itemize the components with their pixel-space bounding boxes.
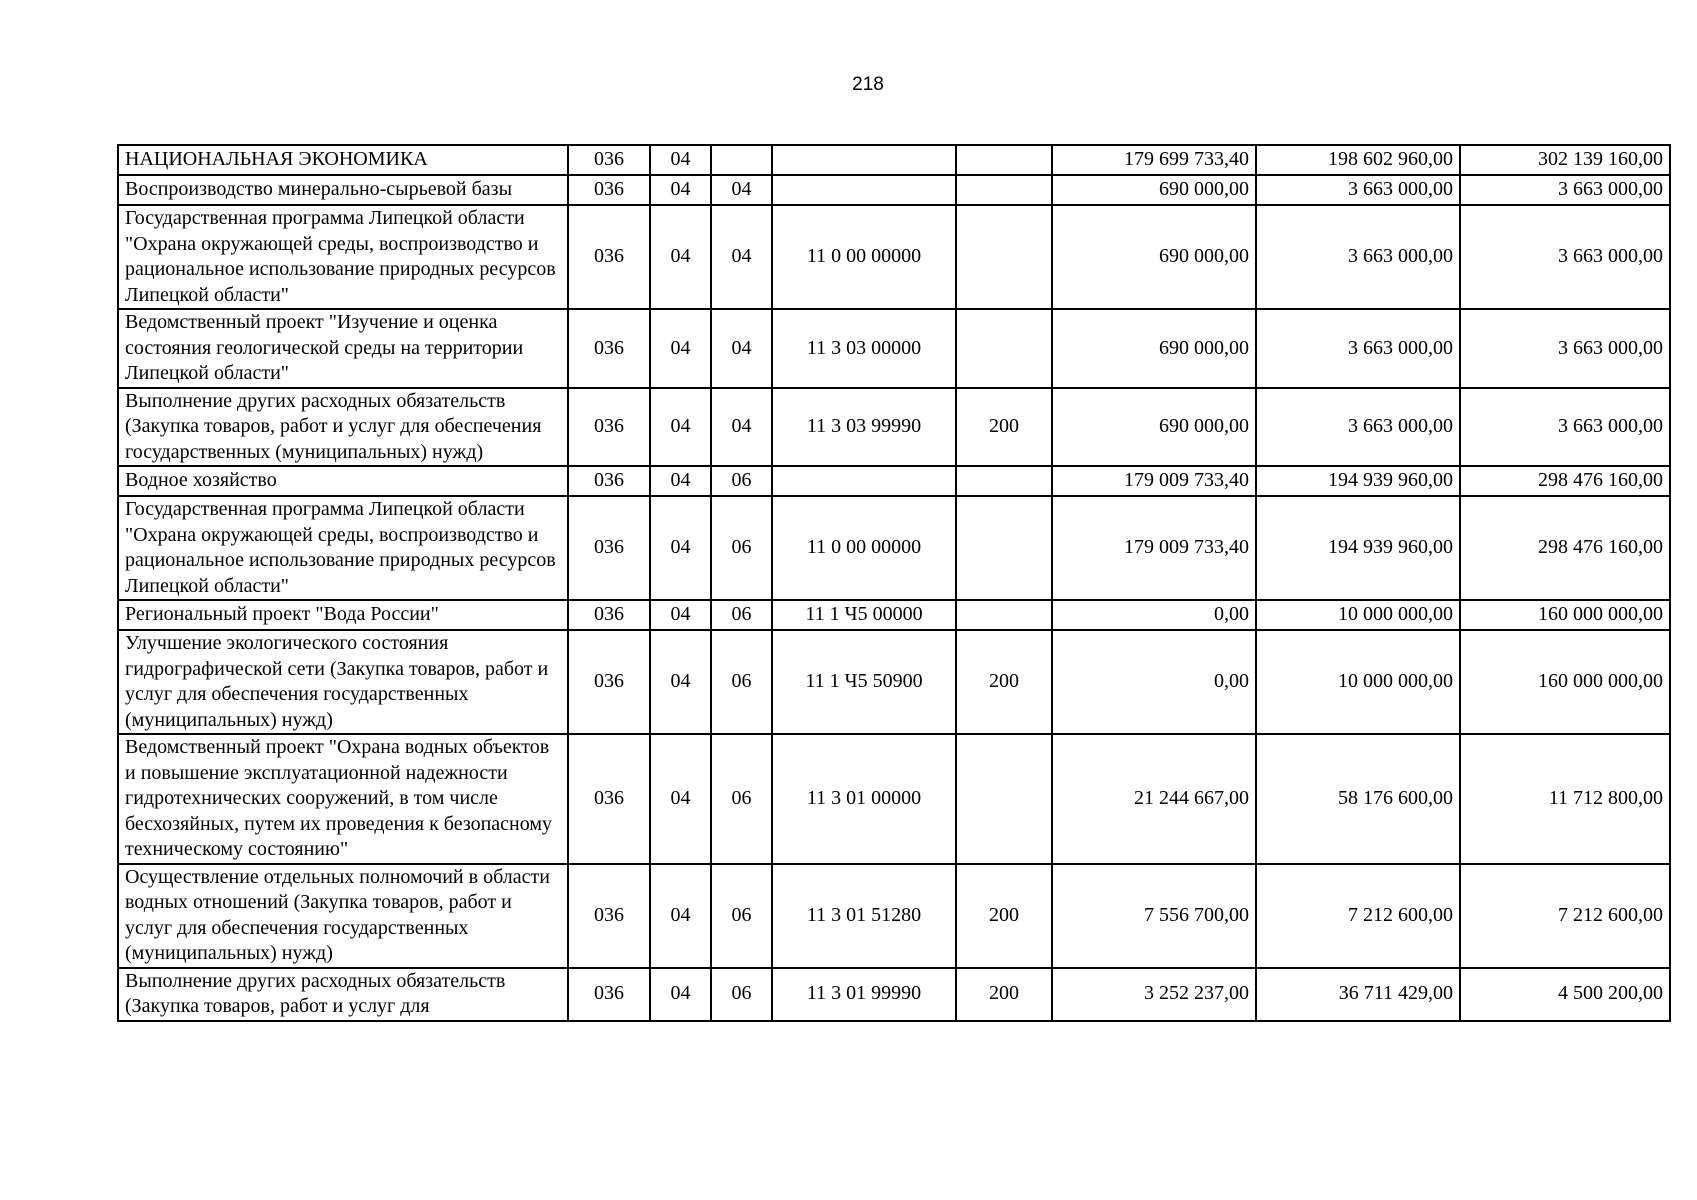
cell-amount-1: 7 556 700,00: [1052, 864, 1256, 968]
cell-target-article: 11 0 00 00000: [772, 205, 956, 309]
table-row: [118, 145, 1670, 175]
cell-amount-1: 179 009 733,40: [1052, 466, 1256, 496]
cell-amount-3: 298 476 160,00: [1460, 496, 1670, 600]
cell-ministry-code: 036: [568, 600, 650, 630]
cell-amount-2: 7 212 600,00: [1256, 864, 1460, 968]
cell-amount-3: 11 712 800,00: [1460, 734, 1670, 864]
page-number: 218: [852, 74, 884, 95]
cell-amount-1: 0,00: [1052, 600, 1256, 630]
cell-name: НАЦИОНАЛЬНАЯ ЭКОНОМИКА: [118, 145, 568, 175]
table-row: [118, 968, 1670, 1021]
cell-target-article: 11 3 03 00000: [772, 309, 956, 388]
cell-name: Государственная программа Липецкой области "Охрана окружающей среды, воспроизводство и рациональное использование природных ресурсов Липецкой области": [118, 205, 568, 309]
table-body: [118, 145, 1670, 1021]
cell-subsection: 06: [711, 734, 772, 864]
cell-subsection: 04: [711, 388, 772, 467]
cell-subsection: 06: [711, 600, 772, 630]
cell-ministry-code: 036: [568, 968, 650, 1021]
cell-name: Выполнение других расходных обязательств (Закупка товаров, работ и услуг для обеспечения государственных (муниципальных) нужд): [118, 388, 568, 467]
cell-amount-2: 3 663 000,00: [1256, 205, 1460, 309]
cell-amount-1: 690 000,00: [1052, 205, 1256, 309]
cell-subsection: 06: [711, 630, 772, 734]
table-row: [118, 864, 1670, 968]
cell-amount-3: 302 139 160,00: [1460, 145, 1670, 175]
cell-expense-type: 200: [956, 388, 1052, 467]
cell-subsection: 04: [711, 205, 772, 309]
cell-subsection: [711, 145, 772, 175]
cell-section: 04: [650, 175, 711, 205]
table-row: [118, 734, 1670, 864]
cell-section: 04: [650, 630, 711, 734]
cell-name: Водное хозяйство: [118, 466, 568, 496]
cell-section: 04: [650, 205, 711, 309]
table-row: [118, 175, 1670, 205]
cell-ministry-code: 036: [568, 388, 650, 467]
cell-target-article: [772, 175, 956, 205]
cell-amount-2: 10 000 000,00: [1256, 600, 1460, 630]
cell-ministry-code: 036: [568, 496, 650, 600]
cell-amount-3: 4 500 200,00: [1460, 968, 1670, 1021]
cell-expense-type: [956, 205, 1052, 309]
cell-target-article: 11 1 Ч5 00000: [772, 600, 956, 630]
cell-section: 04: [650, 968, 711, 1021]
cell-expense-type: 200: [956, 864, 1052, 968]
cell-expense-type: 200: [956, 968, 1052, 1021]
cell-name: Ведомственный проект "Охрана водных объектов и повышение эксплуатационной надежности гидротехнических сооружений, в том числе бесхозяйных, путем их проведения к безопасному техническому состоянию": [118, 734, 568, 864]
cell-target-article: 11 3 03 99990: [772, 388, 956, 467]
cell-amount-3: 3 663 000,00: [1460, 309, 1670, 388]
cell-amount-1: 3 252 237,00: [1052, 968, 1256, 1021]
cell-ministry-code: 036: [568, 734, 650, 864]
cell-amount-1: 690 000,00: [1052, 309, 1256, 388]
cell-ministry-code: 036: [568, 145, 650, 175]
cell-name: Воспроизводство минерально-сырьевой базы: [118, 175, 568, 205]
cell-amount-2: 58 176 600,00: [1256, 734, 1460, 864]
cell-amount-1: 179 009 733,40: [1052, 496, 1256, 600]
cell-amount-2: 194 939 960,00: [1256, 496, 1460, 600]
cell-expense-type: 200: [956, 630, 1052, 734]
cell-ministry-code: 036: [568, 466, 650, 496]
cell-ministry-code: 036: [568, 630, 650, 734]
table-row: [118, 388, 1670, 467]
cell-amount-1: 690 000,00: [1052, 388, 1256, 467]
cell-section: 04: [650, 309, 711, 388]
cell-amount-2: 3 663 000,00: [1256, 175, 1460, 205]
table-row: [118, 466, 1670, 496]
cell-amount-3: 3 663 000,00: [1460, 175, 1670, 205]
cell-expense-type: [956, 600, 1052, 630]
cell-ministry-code: 036: [568, 205, 650, 309]
table-row: [118, 630, 1670, 734]
cell-amount-1: 179 699 733,40: [1052, 145, 1256, 175]
cell-ministry-code: 036: [568, 309, 650, 388]
budget-table: [117, 144, 1671, 1022]
cell-amount-2: 3 663 000,00: [1256, 388, 1460, 467]
cell-amount-1: 690 000,00: [1052, 175, 1256, 205]
cell-amount-2: 198 602 960,00: [1256, 145, 1460, 175]
cell-amount-2: 10 000 000,00: [1256, 630, 1460, 734]
cell-section: 04: [650, 466, 711, 496]
cell-ministry-code: 036: [568, 175, 650, 205]
cell-amount-2: 36 711 429,00: [1256, 968, 1460, 1021]
cell-expense-type: [956, 496, 1052, 600]
table-row: [118, 496, 1670, 600]
cell-section: 04: [650, 388, 711, 467]
cell-name: Государственная программа Липецкой области "Охрана окружающей среды, воспроизводство и рациональное использование природных ресурсов Липецкой области": [118, 496, 568, 600]
cell-target-article: 11 3 01 51280: [772, 864, 956, 968]
cell-subsection: 06: [711, 496, 772, 600]
cell-target-article: 11 0 00 00000: [772, 496, 956, 600]
cell-section: 04: [650, 864, 711, 968]
cell-subsection: 06: [711, 864, 772, 968]
table-row: [118, 205, 1670, 309]
cell-section: 04: [650, 496, 711, 600]
cell-amount-3: 3 663 000,00: [1460, 388, 1670, 467]
cell-expense-type: [956, 734, 1052, 864]
cell-expense-type: [956, 145, 1052, 175]
table-row: [118, 309, 1670, 388]
cell-name: Осуществление отдельных полномочий в области водных отношений (Закупка товаров, работ и услуг для обеспечения государственных (муниципальных) нужд): [118, 864, 568, 968]
cell-name: Улучшение экологического состояния гидрографической сети (Закупка товаров, работ и услуг для обеспечения государственных (муниципальных) нужд): [118, 630, 568, 734]
cell-amount-3: 160 000 000,00: [1460, 630, 1670, 734]
cell-section: 04: [650, 145, 711, 175]
cell-target-article: 11 3 01 00000: [772, 734, 956, 864]
cell-amount-3: 3 663 000,00: [1460, 205, 1670, 309]
cell-amount-3: 298 476 160,00: [1460, 466, 1670, 496]
cell-target-article: 11 3 01 99990: [772, 968, 956, 1021]
cell-name: Региональный проект "Вода России": [118, 600, 568, 630]
cell-expense-type: [956, 175, 1052, 205]
cell-target-article: 11 1 Ч5 50900: [772, 630, 956, 734]
cell-amount-3: 7 212 600,00: [1460, 864, 1670, 968]
cell-target-article: [772, 466, 956, 496]
cell-ministry-code: 036: [568, 864, 650, 968]
cell-section: 04: [650, 734, 711, 864]
cell-amount-3: 160 000 000,00: [1460, 600, 1670, 630]
cell-amount-2: 194 939 960,00: [1256, 466, 1460, 496]
table-row: [118, 600, 1670, 630]
cell-expense-type: [956, 309, 1052, 388]
cell-amount-1: 0,00: [1052, 630, 1256, 734]
cell-subsection: 06: [711, 466, 772, 496]
cell-target-article: [772, 145, 956, 175]
cell-subsection: 06: [711, 968, 772, 1021]
cell-amount-2: 3 663 000,00: [1256, 309, 1460, 388]
cell-section: 04: [650, 600, 711, 630]
cell-expense-type: [956, 466, 1052, 496]
cell-subsection: 04: [711, 309, 772, 388]
cell-name: Выполнение других расходных обязательств (Закупка товаров, работ и услуг для: [118, 968, 568, 1021]
cell-name: Ведомственный проект "Изучение и оценка состояния геологической среды на территории Липецкой области": [118, 309, 568, 388]
cell-amount-1: 21 244 667,00: [1052, 734, 1256, 864]
cell-subsection: 04: [711, 175, 772, 205]
